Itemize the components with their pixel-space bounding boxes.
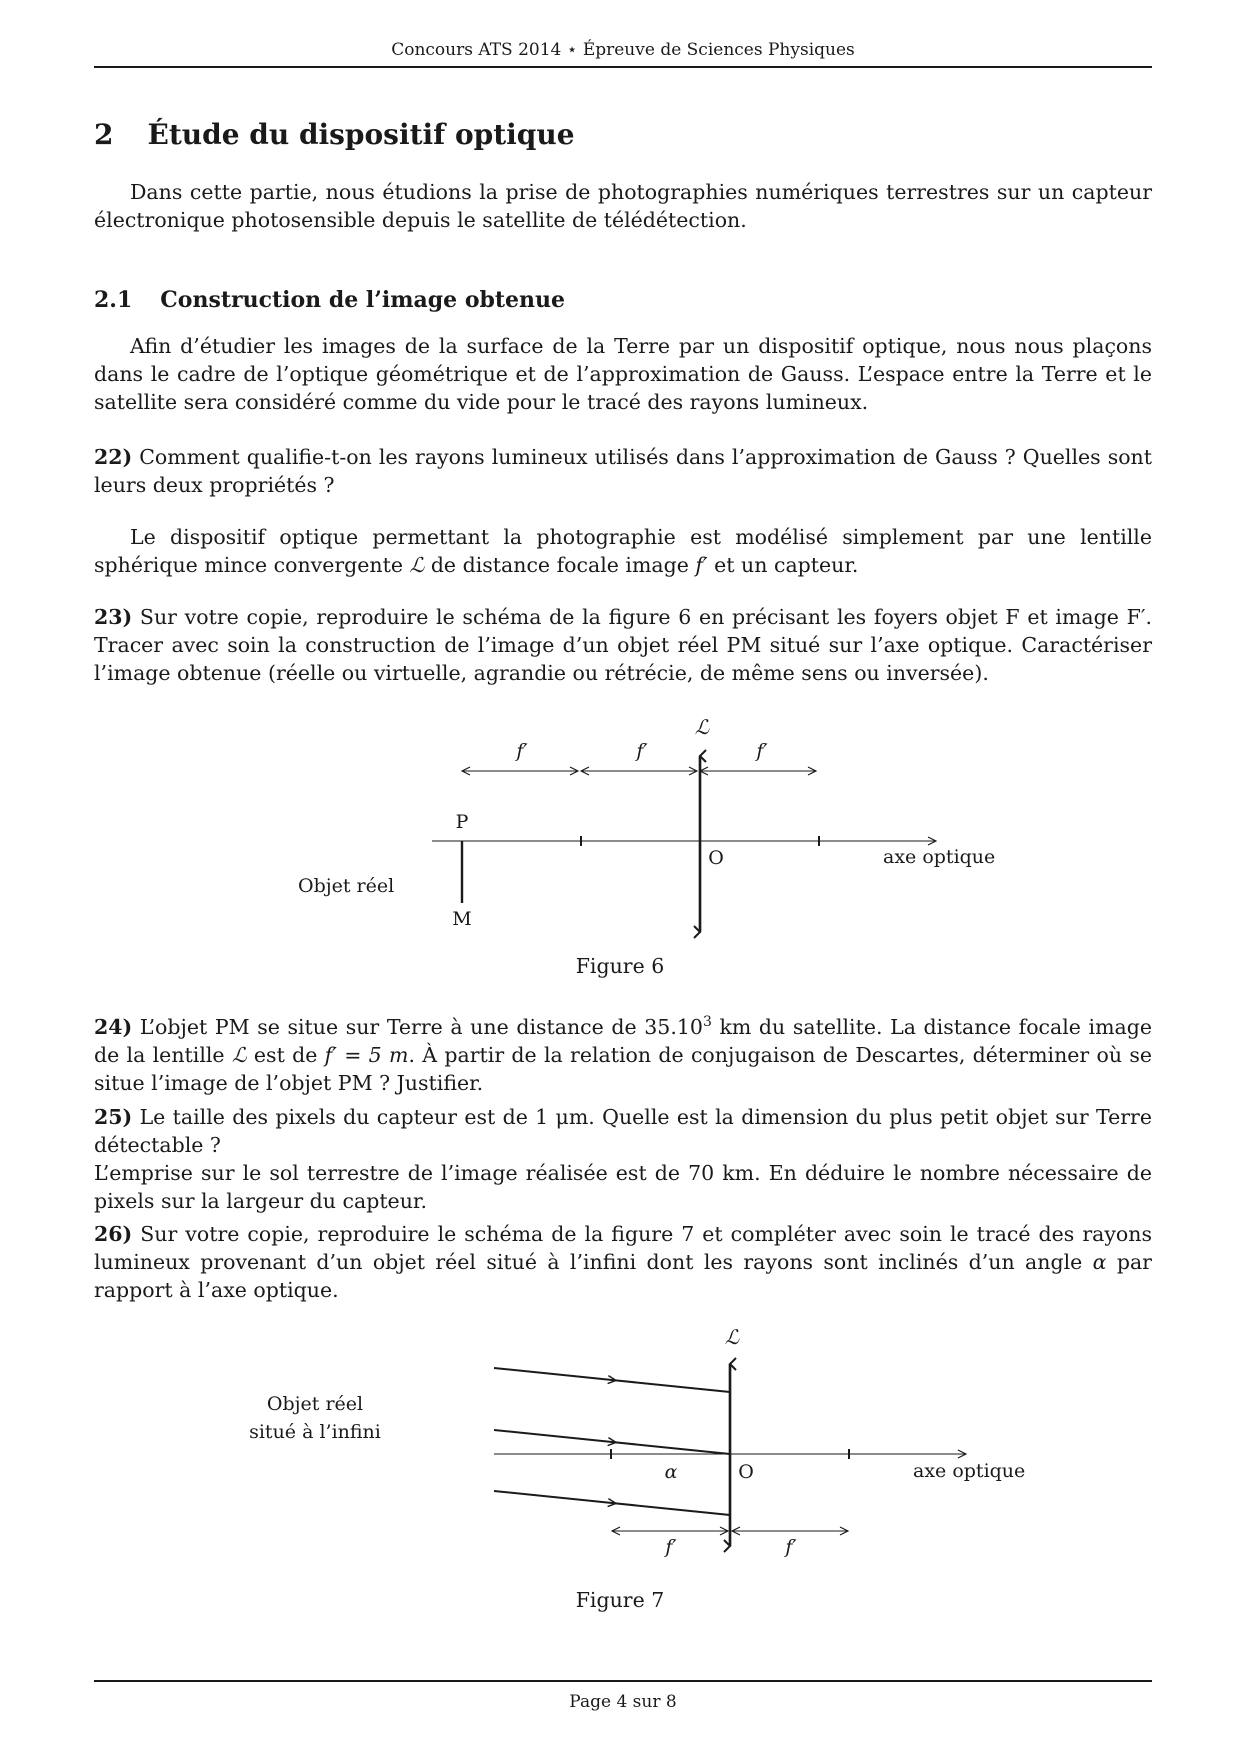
fig7-alpha-label: α <box>664 1461 678 1483</box>
question-22 <box>94 443 1152 499</box>
figure-6 <box>0 710 1240 970</box>
question-23-number: 23) <box>94 605 133 629</box>
section-heading <box>94 118 575 151</box>
fig7-ray-bottom <box>494 1491 730 1515</box>
fig6-axis-label: axe optique <box>883 846 996 868</box>
section-number: 2 <box>94 118 114 151</box>
fig6-f-label-1: f′ <box>516 740 528 762</box>
section-title: Étude du dispositif optique <box>147 118 575 151</box>
fig7-f-label-2: f′ <box>785 1536 797 1558</box>
fig6-f-label-3: f′ <box>756 740 768 762</box>
fig7-f-label-1: f′ <box>665 1536 677 1558</box>
question-24 <box>94 1013 1152 1097</box>
subsection-heading <box>94 287 565 313</box>
question-23-text: Sur votre copie, reproduire le schéma de la figure 6 en précisant les foyers objet F et image F′. Tracer avec soin la construction de l’image d’un objet réel PM situé sur l’axe optique. Caractériser l’image obtenue (réelle ou virtuelle, agrandie ou rétrécie, de même sens ou inversée). <box>94 605 1152 685</box>
question-23 <box>94 603 1152 687</box>
question-26 <box>94 1220 1152 1304</box>
fig7-axis-label: axe optique <box>913 1460 1026 1482</box>
intro-paragraph: Dans cette partie, nous étudions la prise de photographies numériques terrestres sur un capteur électronique photosensible depuis le satellite de télédétection. <box>94 180 1152 232</box>
fig6-f-label-2: f′ <box>636 740 648 762</box>
question-25 <box>94 1103 1152 1215</box>
question-26-alpha: α <box>1092 1250 1107 1274</box>
figure-6-caption: Figure 6 <box>575 954 665 978</box>
page-footer: Page 4 sur 8 <box>569 1692 677 1712</box>
fig6-label-m: M <box>452 908 472 930</box>
paragraph-lens-text-a: Le dispositif optique permettant la photographie est modélisé simplement par une lentille sphérique mince convergente <box>94 525 1152 577</box>
question-25-line-2: L’emprise sur le sol terrestre de l’image réalisée est de 70 km. En déduire le nombre nécessaire de pixels sur la largeur du capteur. <box>94 1161 1152 1213</box>
question-24-number: 24) <box>94 1015 133 1039</box>
question-24-exponent: 3 <box>702 1014 712 1031</box>
fig7-object-label-1: Objet réel <box>266 1393 364 1415</box>
question-24-lens-symbol: ℒ <box>231 1043 247 1067</box>
fig7-object-label-2: situé à l’infini <box>249 1421 381 1443</box>
question-26-number: 26) <box>94 1222 133 1246</box>
fig6-object-label: Objet réel <box>298 875 395 897</box>
question-24-text-a: L’objet PM se situe sur Terre à une distance de 35.10 <box>132 1015 703 1039</box>
focal-symbol: f′ <box>695 553 708 577</box>
fig6-lens-label: ℒ <box>694 715 710 739</box>
question-25-line-1 <box>94 1103 1152 1159</box>
question-26-text-b: par rapport à l’axe optique. <box>94 1250 1152 1302</box>
paragraph-lens-text-b: de distance focale image <box>424 553 696 577</box>
question-24-text-c: est de <box>246 1043 325 1067</box>
fig6-label-o: O <box>708 847 724 869</box>
question-25-number: 25) <box>94 1105 133 1129</box>
question-26-text-a: Sur votre copie, reproduire le schéma de la figure 7 et compléter avec soin le tracé des rayons lumineux provenant d’un objet réel situé à l’infini dont les rayons sont inclinés d’un angle <box>94 1222 1152 1274</box>
figure-7-caption: Figure 7 <box>575 1588 665 1612</box>
question-22-number: 22) <box>94 445 133 469</box>
header-rule <box>94 66 1152 68</box>
subsection-number: 2.1 <box>94 287 133 313</box>
fig7-label-o: O <box>738 1461 754 1483</box>
page-header: Concours ATS 2014 ⋆ Épreuve de Sciences Physiques <box>391 40 855 60</box>
question-22-text: Comment qualifie-t-on les rayons lumineux utilisés dans l’approximation de Gauss ? Quelles sont leurs deux propriétés ? <box>94 445 1152 497</box>
subsection-title: Construction de l’image obtenue <box>160 287 566 313</box>
fig7-lens-label: ℒ <box>724 1325 740 1349</box>
paragraph-lens <box>94 523 1152 579</box>
fig6-label-p: P <box>455 811 469 833</box>
fig7-ray-top <box>494 1368 730 1392</box>
lens-symbol: ℒ <box>409 553 425 577</box>
paragraph-lens-text-c: et un capteur. <box>707 553 859 577</box>
question-24-focal: f′ = 5 m <box>324 1043 409 1067</box>
question-25-text: Le taille des pixels du capteur est de 1 μm. Quelle est la dimension du plus petit objet sur Terre détectable ? <box>94 1105 1152 1157</box>
question-24-text-d: . À partir de la relation de conjugaison de Descartes, déterminer où se situe l’image de l’objet PM ? Justifier. <box>94 1043 1152 1095</box>
footer-rule <box>94 1680 1152 1682</box>
figure-7 <box>0 1320 1240 1560</box>
question-24-text-b: km du satellite. La distance focale image de la lentille <box>94 1015 1152 1067</box>
paragraph-gauss: Afin d’étudier les images de la surface de la Terre par un dispositif optique, nous nous plaçons dans le cadre de l’optique géométrique et de l’approximation de Gauss. L’espace entre la Terre et le satellite sera considéré comme du vide pour le tracé des rayons lumineux. <box>94 334 1152 414</box>
